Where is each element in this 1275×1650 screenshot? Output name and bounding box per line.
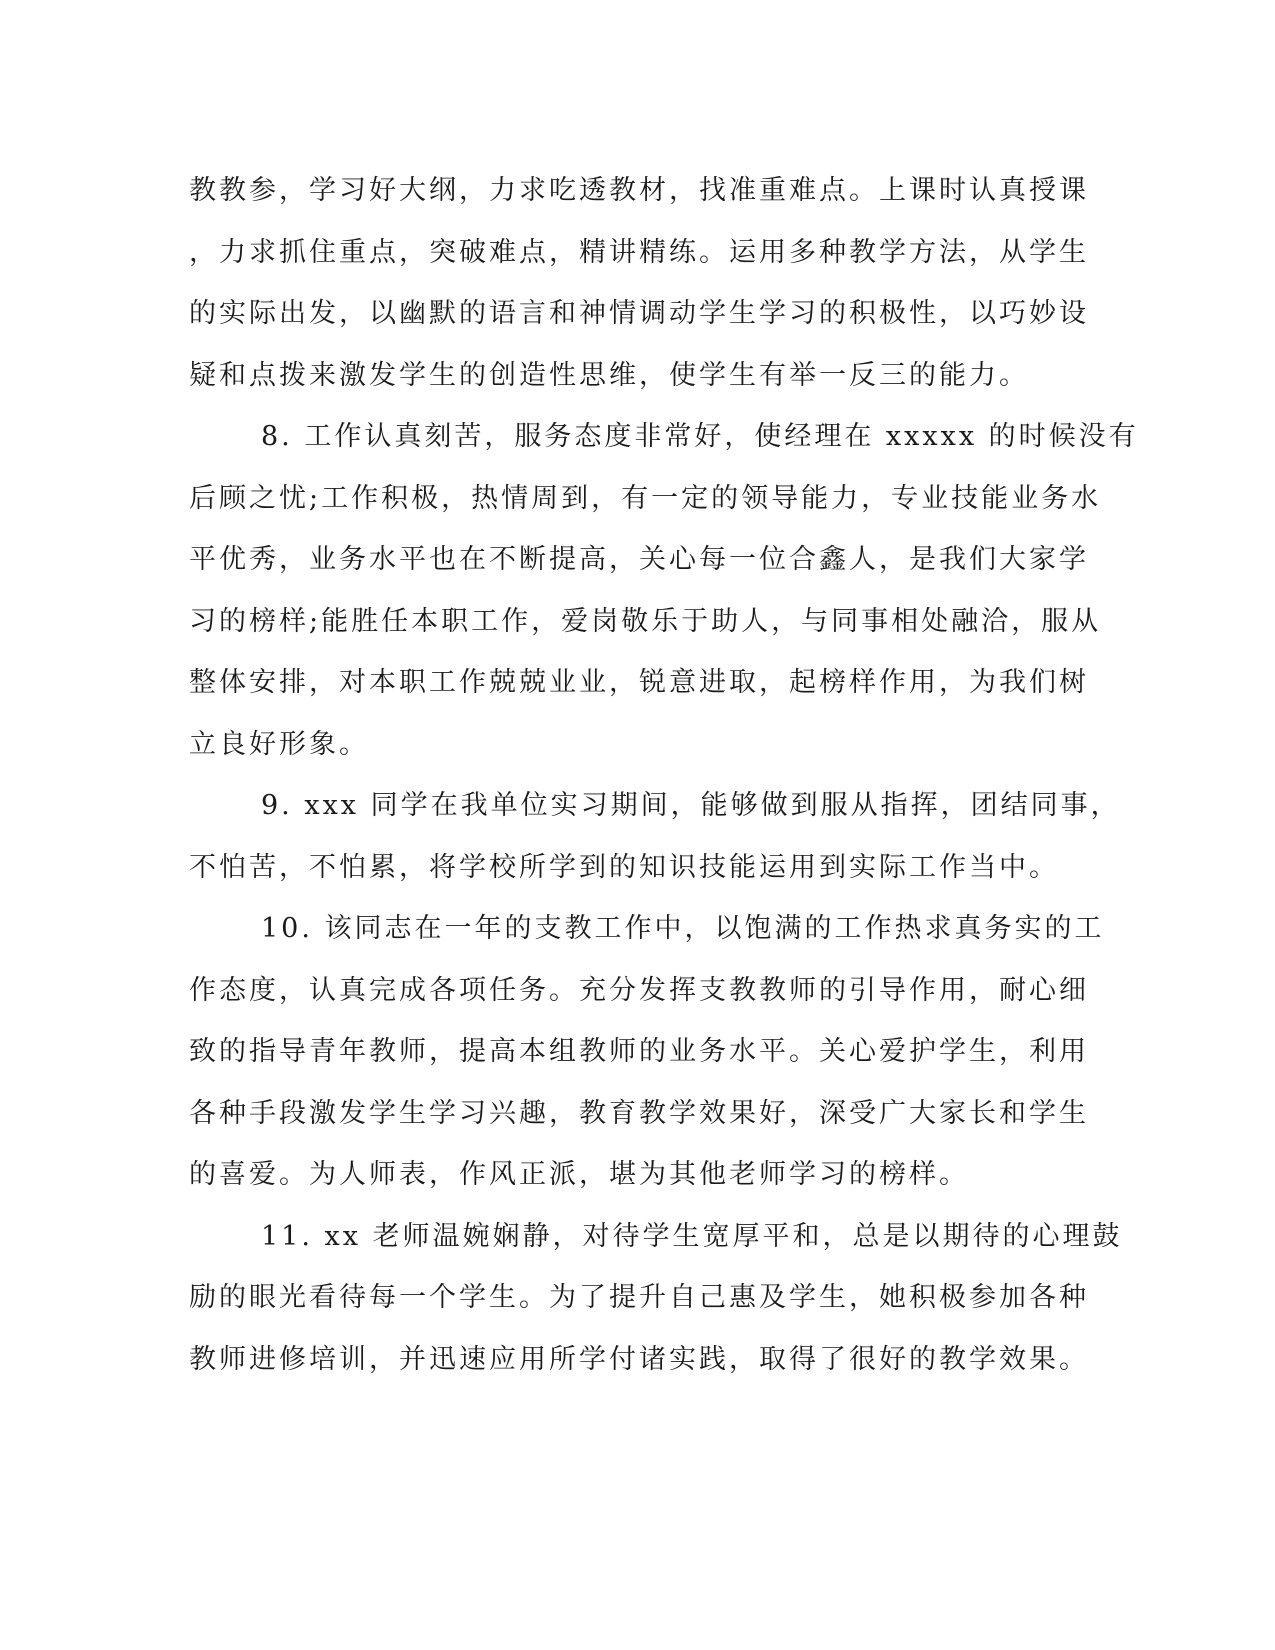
text-line: 教师进修培训，并迅速应用所学付诸实践，取得了很好的教学效果。 bbox=[189, 1343, 1089, 1375]
text-line: 的喜爱。为人师表，作风正派，堪为其他老师学习的榜样。 bbox=[189, 1159, 969, 1190]
text-line: 各种手段激发学生学习兴趣，教育教学效果好，深受广大家长和学生 bbox=[189, 1097, 1089, 1129]
text-line: 习的榜样;能胜任本职工作，爱岗敬乐于助人，与同事相处融洽，服从 bbox=[189, 605, 1102, 637]
text-line: 教教参，学习好大纲，力求吃透教材，找准重难点。上课时认真授课 bbox=[189, 175, 1089, 206]
text-line: 不怕苦，不怕累，将学校所学到的知识技能运用到实际工作当中。 bbox=[189, 851, 1059, 883]
text-line: 平优秀，业务水平也在不断提高，关心每一位合鑫人，是我们大家学 bbox=[189, 544, 1089, 575]
paragraph-11-first-line: 11. xx 老师温婉娴静，对待学生宽厚平和，总是以期待的心理鼓 bbox=[261, 1220, 1123, 1252]
paragraph-9-first-line: 9. xxx 同学在我单位实习期间，能够做到服从指挥，团结同事， bbox=[261, 790, 1121, 821]
text-line: ，力求抓住重点，突破难点，精讲精练。运用多种教学方法，从学生 bbox=[189, 236, 1089, 268]
text-line: 立良好形象。 bbox=[189, 728, 369, 760]
text-line: 励的眼光看待每一个学生。为了提升自己惠及学生，她积极参加各种 bbox=[189, 1282, 1089, 1313]
text-line: 作态度，认真完成各项任务。充分发挥支教教师的引导作用，耐心细 bbox=[189, 974, 1089, 1006]
text-line: 致的指导青年教师，提高本组教师的业务水平。关心爱护学生，利用 bbox=[189, 1036, 1089, 1067]
text-line: 整体安排，对本职工作兢兢业业，锐意进取，起榜样作用，为我们树 bbox=[189, 667, 1089, 698]
paragraph-10-first-line: 10. 该同志在一年的支教工作中，以饱满的工作热求真务实的工 bbox=[261, 913, 1105, 944]
text-line: 后顾之忧;工作积极，热情周到，有一定的领导能力，专业技能业务水 bbox=[189, 482, 1102, 514]
text-line: 疑和点拨来激发学生的创造性思维，使学生有举一反三的能力。 bbox=[189, 359, 1029, 391]
paragraph-8-first-line: 8. 工作认真刻苦，服务态度非常好，使经理在 xxxxx 的时候没有 bbox=[261, 421, 1139, 452]
text-line: 的实际出发，以幽默的语言和神情调动学生学习的积极性，以巧妙设 bbox=[189, 298, 1089, 329]
document-body bbox=[189, 160, 1139, 1390]
